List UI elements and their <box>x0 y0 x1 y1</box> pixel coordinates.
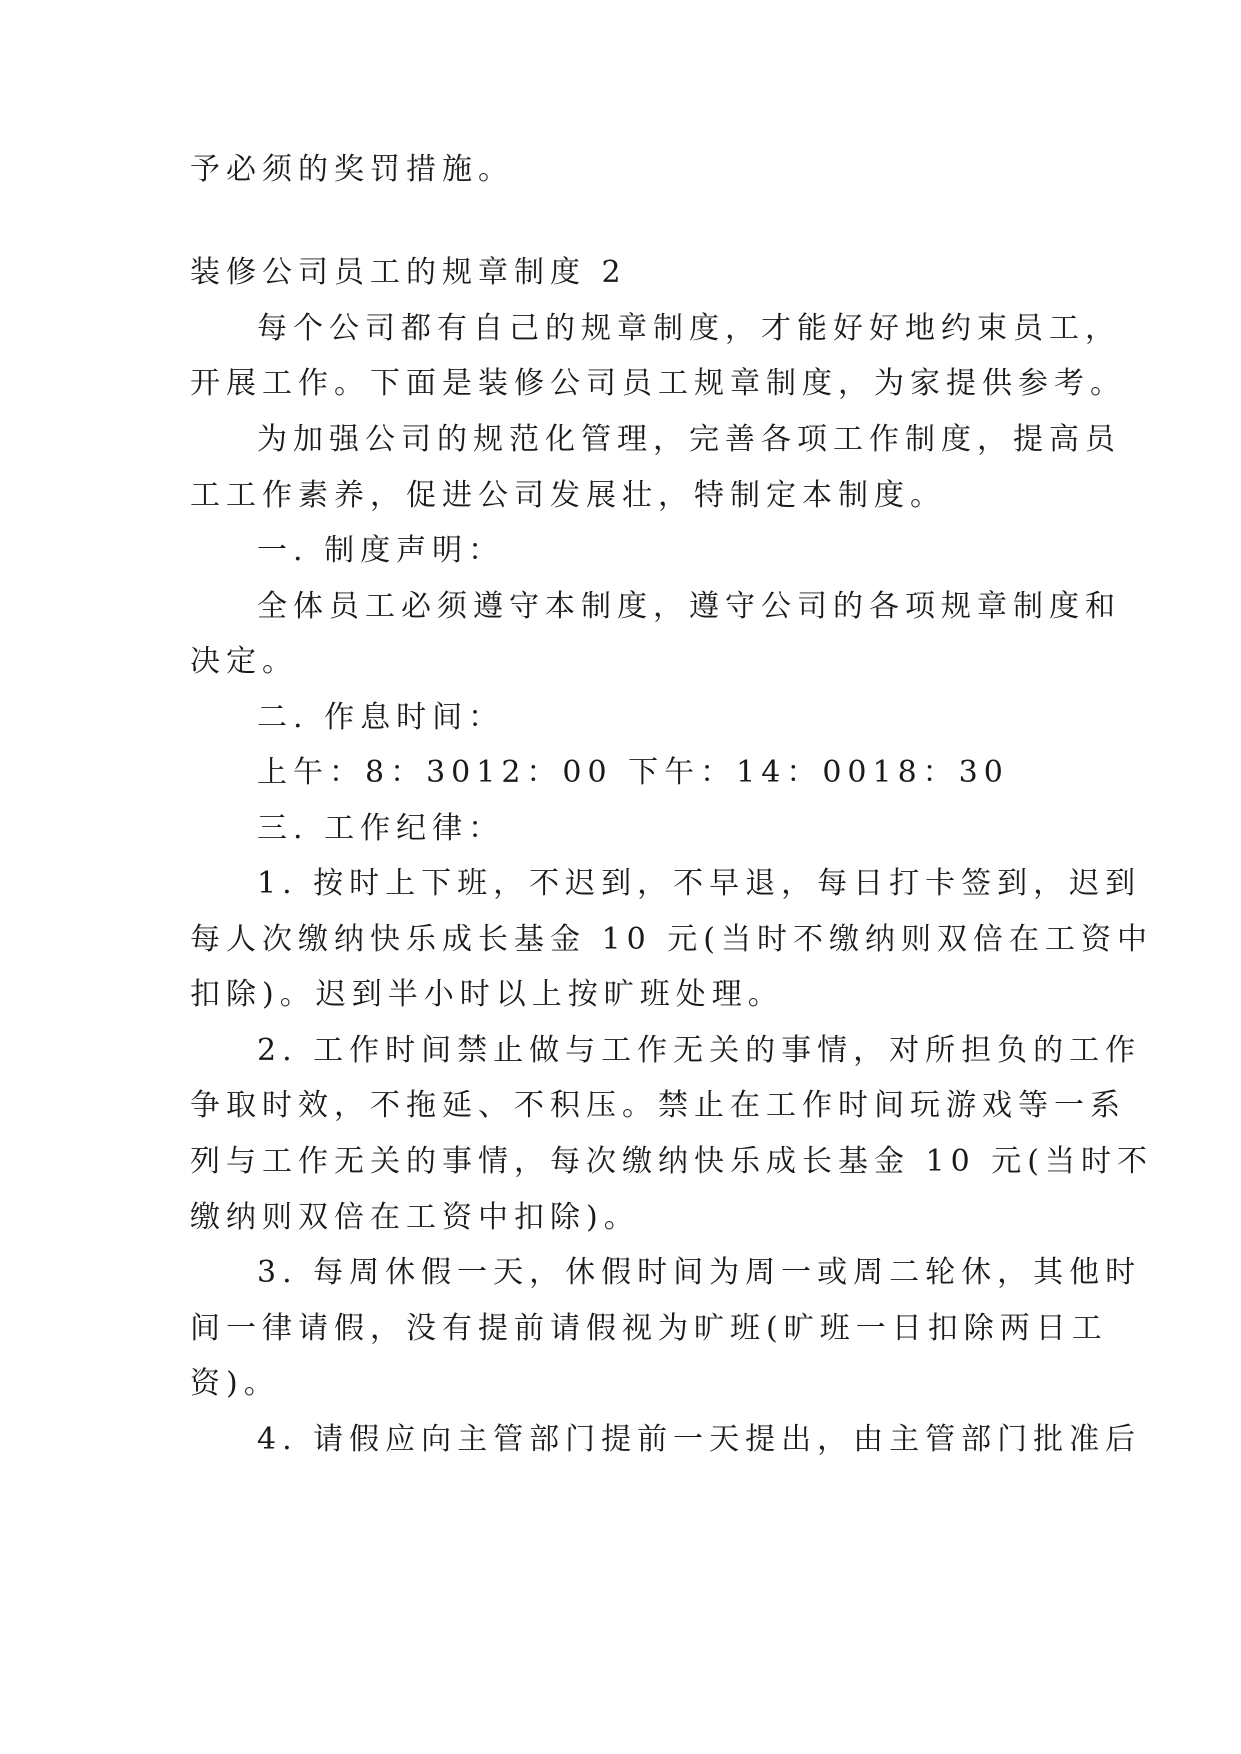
text-line: 开展工作。下面是装修公司员工规章制度，为家提供参考。 <box>190 366 1126 401</box>
text-line: 每人次缴纳快乐成长基金 10 元(当时不缴纳则双倍在工资中 <box>190 922 1153 957</box>
text-line: 争取时效，不拖延、不积压。禁止在工作时间玩游戏等一系 <box>190 1088 1126 1123</box>
text-line: 决定。 <box>190 644 298 679</box>
text-line: 予必须的奖罚措施。 <box>190 152 514 187</box>
text-line: 2. 工作时间禁止做与工作无关的事情，对所担负的工作 <box>257 1033 1142 1068</box>
text-line: 扣除)。迟到半小时以上按旷班处理。 <box>190 977 784 1012</box>
subheading: 三. 工作纪律： <box>257 811 505 846</box>
text-line: 工工作素养，促进公司发展壮，特制定本制度。 <box>190 478 946 513</box>
text-line: 4. 请假应向主管部门提前一天提出，由主管部门批准后 <box>257 1422 1142 1457</box>
text-line: 上午：8：3012：00 下午：14：0018：30 <box>257 755 1009 790</box>
text-line: 缴纳则双倍在工资中扣除)。 <box>190 1200 640 1235</box>
text-line: 3. 每周休假一天，休假时间为周一或周二轮休，其他时 <box>257 1255 1142 1290</box>
text-line: 列与工作无关的事情，每次缴纳快乐成长基金 10 元(当时不 <box>190 1144 1153 1179</box>
text-line: 全体员工必须遵守本制度，遵守公司的各项规章制度和 <box>257 589 1121 624</box>
text-line: 每个公司都有自己的规章制度，才能好好地约束员工， <box>257 311 1121 346</box>
text-line: 为加强公司的规范化管理，完善各项工作制度，提高员 <box>257 422 1121 457</box>
text-line: 资)。 <box>190 1366 280 1401</box>
subheading: 一. 制度声明： <box>257 533 505 568</box>
text-line: 间一律请假，没有提前请假视为旷班(旷班一日扣除两日工 <box>190 1311 1108 1346</box>
text-line: 1. 按时上下班，不迟到，不早退，每日打卡签到，迟到 <box>257 866 1142 901</box>
section-heading: 装修公司员工的规章制度 2 <box>190 255 627 290</box>
subheading: 二. 作息时间： <box>257 700 505 735</box>
